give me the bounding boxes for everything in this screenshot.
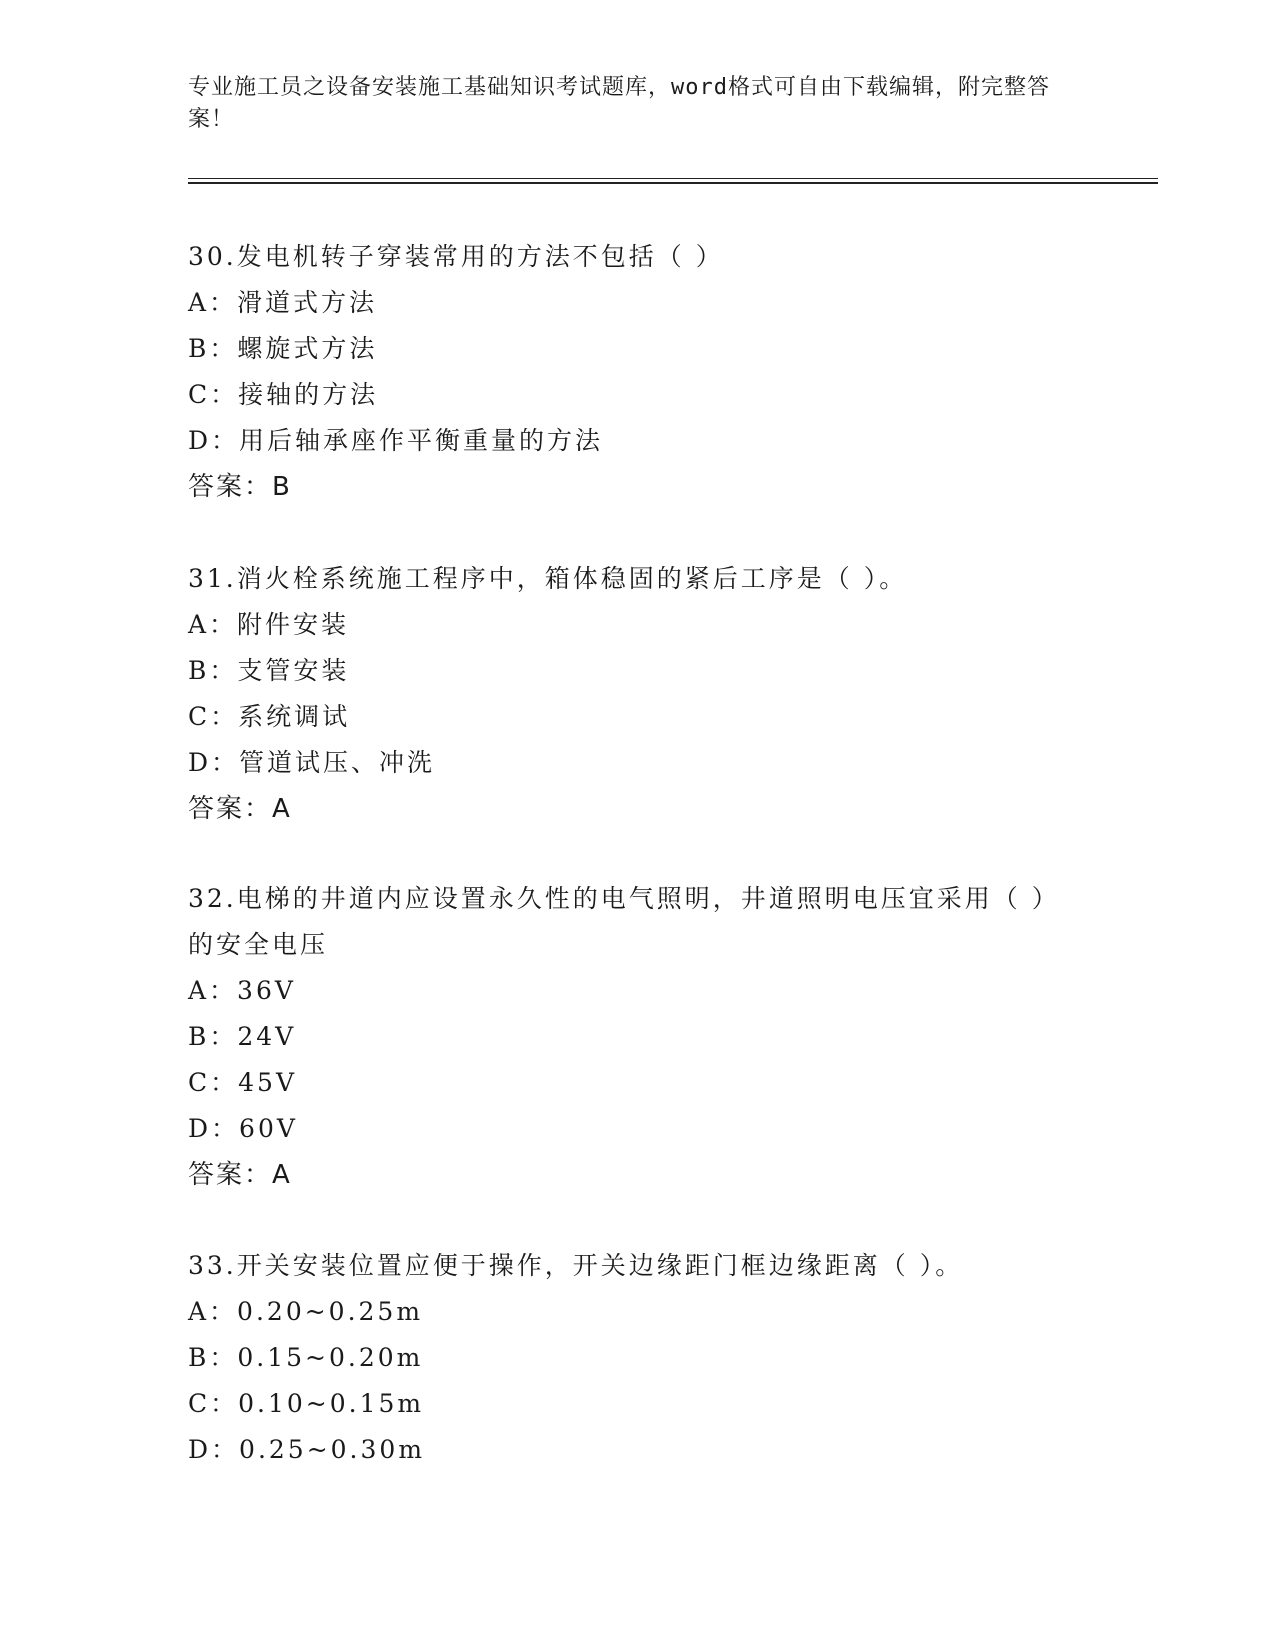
header-divider-top	[188, 178, 1158, 179]
option-c: C：0.10~0.15m	[188, 1389, 425, 1418]
option-d: D：用后轴承座作平衡重量的方法	[188, 426, 604, 455]
option-c: C：接轴的方法	[188, 380, 379, 409]
option-b: B：螺旋式方法	[188, 334, 378, 363]
question-stem: 31.消火栓系统施工程序中，箱体稳固的紧后工序是（ ）。	[188, 564, 908, 593]
question-stem: 33.开关安装位置应便于操作，开关边缘距门框边缘距离（ ）。	[188, 1251, 964, 1280]
option-d: D：60V	[188, 1114, 298, 1143]
question-33	[188, 1243, 1088, 1473]
option-d: D：管道试压、冲洗	[188, 748, 436, 777]
option-a: A：附件安装	[188, 610, 350, 639]
option-b: B：24V	[188, 1022, 297, 1051]
option-a: A：36V	[188, 976, 296, 1005]
question-stem: 32.电梯的井道内应设置永久性的电气照明，井道照明电压宜采用（ ）的安全电压	[188, 884, 1048, 959]
option-b: B：0.15~0.20m	[188, 1343, 424, 1372]
option-d: D：0.25~0.30m	[188, 1435, 426, 1464]
answer-line: 答案：A	[188, 794, 292, 824]
question-32	[188, 876, 1088, 1198]
header-divider-bottom	[188, 182, 1158, 184]
option-a: A：0.20~0.25m	[188, 1297, 424, 1326]
question-30	[188, 234, 1088, 510]
option-b: B：支管安装	[188, 656, 350, 685]
document-header: 专业施工员之设备安装施工基础知识考试题库，word格式可自由下载编辑，附完整答案！	[188, 75, 1050, 132]
option-c: C：45V	[188, 1068, 297, 1097]
option-c: C：系统调试	[188, 702, 351, 731]
option-a: A：滑道式方法	[188, 288, 378, 317]
question-31	[188, 556, 1088, 832]
answer-line: 答案：B	[188, 472, 292, 502]
question-stem: 30.发电机转子穿装常用的方法不包括（ ）	[188, 242, 724, 271]
answer-line: 答案：A	[188, 1160, 292, 1190]
